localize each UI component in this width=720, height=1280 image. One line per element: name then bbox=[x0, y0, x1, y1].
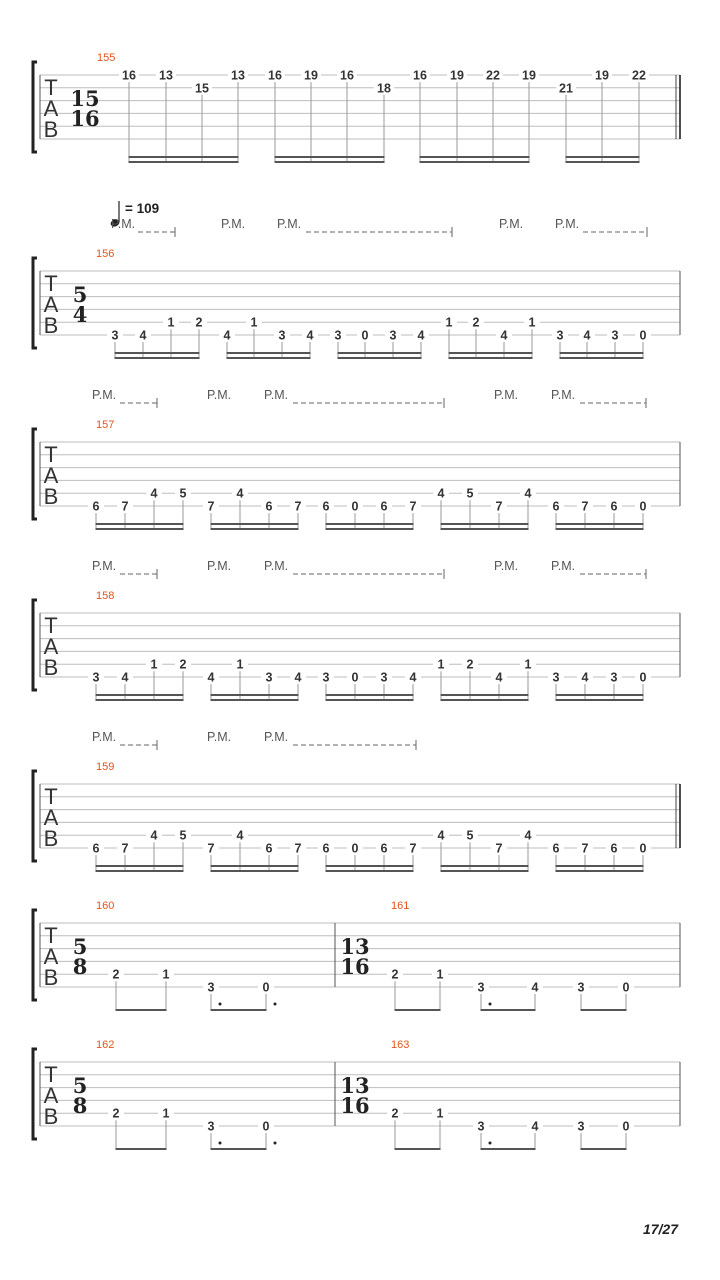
tab-clef-letter: B bbox=[43, 826, 59, 851]
fret-number: 1 bbox=[162, 1106, 170, 1121]
rhythm-dot bbox=[489, 1142, 492, 1145]
fret-number: 3 bbox=[610, 670, 618, 685]
tab-clef-letter: B bbox=[43, 313, 59, 338]
palm-mute-marking bbox=[494, 559, 518, 573]
fret-number: 1 bbox=[437, 657, 445, 672]
fret-number: 7 bbox=[581, 841, 589, 856]
fret-number: 3 bbox=[265, 670, 273, 685]
fret-number: 4 bbox=[236, 486, 244, 501]
tab-system bbox=[33, 201, 680, 358]
time-signature-bottom: 16 bbox=[340, 1093, 370, 1118]
palm-mute-label: P.M. bbox=[92, 730, 117, 744]
fret-number: 4 bbox=[294, 670, 302, 685]
fret-number: 7 bbox=[409, 499, 417, 514]
measure bbox=[88, 590, 680, 700]
fret-number: 6 bbox=[265, 499, 273, 514]
rhythm-dot bbox=[489, 1003, 492, 1006]
palm-mute-marking bbox=[264, 559, 444, 579]
time-signature-top: 13 bbox=[340, 934, 370, 959]
fret-number: 1 bbox=[250, 315, 258, 330]
palm-mute-marking bbox=[92, 559, 157, 579]
fret-number: 3 bbox=[577, 980, 585, 995]
fret-number: 18 bbox=[377, 81, 391, 96]
tab-clef-letter: T bbox=[44, 442, 58, 467]
tab-clef-letter: T bbox=[44, 784, 58, 809]
fret-number: 19 bbox=[595, 68, 609, 83]
fret-number: 15 bbox=[195, 81, 209, 96]
time-signature-bottom: 16 bbox=[340, 954, 370, 979]
fret-number: 1 bbox=[150, 657, 158, 672]
system-bracket bbox=[33, 258, 37, 348]
system-bracket bbox=[33, 429, 37, 519]
palm-mute-marking bbox=[207, 388, 231, 402]
palm-mute-label: P.M. bbox=[92, 388, 117, 402]
fret-number: 4 bbox=[524, 486, 532, 501]
measure bbox=[340, 1039, 680, 1149]
measure-number: 160 bbox=[96, 900, 115, 912]
fret-number: 7 bbox=[207, 499, 215, 514]
fret-number: 0 bbox=[351, 499, 359, 514]
fret-number: 22 bbox=[632, 68, 646, 83]
palm-mute-marking bbox=[207, 730, 231, 744]
palm-mute-label: P.M. bbox=[221, 217, 246, 231]
palm-mute-marking bbox=[551, 559, 646, 579]
fret-number: 7 bbox=[495, 499, 503, 514]
measure bbox=[88, 761, 680, 871]
time-signature-top: 15 bbox=[70, 86, 100, 111]
palm-mute-marking bbox=[92, 730, 157, 750]
fret-number: 4 bbox=[581, 670, 589, 685]
rhythm-dot bbox=[274, 1142, 277, 1145]
fret-number: 0 bbox=[639, 670, 647, 685]
fret-number: 2 bbox=[195, 315, 203, 330]
fret-number: 13 bbox=[231, 68, 245, 83]
time-signature-bottom: 8 bbox=[72, 954, 88, 979]
fret-number: 0 bbox=[351, 841, 359, 856]
palm-mute-label: P.M. bbox=[264, 388, 289, 402]
tab-clef-letter: A bbox=[43, 805, 59, 830]
tab-clef-letter: B bbox=[43, 965, 59, 990]
fret-number: 3 bbox=[207, 1119, 215, 1134]
palm-mute-label: P.M. bbox=[499, 217, 524, 231]
fret-number: 3 bbox=[389, 328, 397, 343]
tab-clef-letter: B bbox=[43, 1104, 59, 1129]
palm-mute-marking bbox=[555, 217, 647, 237]
tab-system bbox=[33, 559, 680, 700]
fret-number: 19 bbox=[450, 68, 464, 83]
palm-mute-marking bbox=[494, 388, 518, 402]
fret-number: 6 bbox=[610, 499, 618, 514]
palm-mute-marking bbox=[551, 388, 646, 408]
tab-clef-letter: A bbox=[43, 634, 59, 659]
fret-number: 0 bbox=[262, 980, 270, 995]
fret-number: 3 bbox=[477, 980, 485, 995]
measure bbox=[70, 52, 680, 162]
tab-clef-letter: T bbox=[44, 75, 58, 100]
tab-clef-letter: T bbox=[44, 923, 58, 948]
palm-mute-label: P.M. bbox=[551, 388, 576, 402]
fret-number: 7 bbox=[294, 841, 302, 856]
palm-mute-label: P.M. bbox=[551, 559, 576, 573]
fret-number: 16 bbox=[340, 68, 354, 83]
tab-system bbox=[33, 52, 680, 162]
palm-mute-label: P.M. bbox=[277, 217, 302, 231]
fret-number: 2 bbox=[179, 657, 187, 672]
fret-number: 1 bbox=[436, 967, 444, 982]
tab-clef-letter: A bbox=[43, 96, 59, 121]
time-signature-top: 5 bbox=[72, 934, 88, 959]
palm-mute-marking bbox=[264, 388, 444, 408]
fret-number: 4 bbox=[500, 328, 508, 343]
fret-number: 21 bbox=[559, 81, 573, 96]
fret-number: 0 bbox=[361, 328, 369, 343]
measure-number: 163 bbox=[391, 1039, 410, 1051]
fret-number: 0 bbox=[639, 328, 647, 343]
palm-mute-label: P.M. bbox=[494, 388, 519, 402]
fret-number: 5 bbox=[466, 486, 474, 501]
tab-clef-letter: A bbox=[43, 1083, 59, 1108]
fret-number: 4 bbox=[207, 670, 215, 685]
fret-number: 2 bbox=[391, 967, 399, 982]
time-signature bbox=[73, 282, 88, 327]
fret-number: 19 bbox=[522, 68, 536, 83]
tab-system bbox=[33, 1039, 680, 1149]
fret-number: 6 bbox=[322, 841, 330, 856]
fret-number: 6 bbox=[265, 841, 273, 856]
fret-number: 0 bbox=[351, 670, 359, 685]
palm-mute-label: P.M. bbox=[555, 217, 580, 231]
fret-number: 1 bbox=[436, 1106, 444, 1121]
tab-clef-letter: B bbox=[43, 117, 59, 142]
time-signature-bottom: 4 bbox=[72, 302, 88, 327]
palm-mute-label: P.M. bbox=[494, 559, 519, 573]
tab-clef-letter: A bbox=[43, 944, 59, 969]
fret-number: 6 bbox=[610, 841, 618, 856]
palm-mute-marking bbox=[221, 217, 245, 231]
tab-clef-letter: A bbox=[43, 463, 59, 488]
fret-number: 4 bbox=[417, 328, 425, 343]
fret-number: 7 bbox=[121, 841, 129, 856]
fret-number: 4 bbox=[583, 328, 591, 343]
fret-number: 7 bbox=[121, 499, 129, 514]
fret-number: 4 bbox=[223, 328, 231, 343]
palm-mute-label: P.M. bbox=[207, 730, 232, 744]
fret-number: 5 bbox=[466, 828, 474, 843]
system-bracket bbox=[33, 600, 37, 690]
system-bracket bbox=[33, 910, 37, 1000]
fret-number: 2 bbox=[472, 315, 480, 330]
fret-number: 2 bbox=[112, 967, 120, 982]
fret-number: 4 bbox=[150, 828, 158, 843]
tab-clef-letter: T bbox=[44, 1062, 58, 1087]
measure-number: 157 bbox=[96, 419, 115, 431]
tempo-value: = 109 bbox=[125, 201, 160, 216]
measure bbox=[88, 419, 680, 529]
fret-number: 6 bbox=[92, 499, 100, 514]
fret-number: 1 bbox=[162, 967, 170, 982]
palm-mute-marking bbox=[111, 217, 175, 237]
fret-number: 3 bbox=[111, 328, 119, 343]
fret-number: 3 bbox=[477, 1119, 485, 1134]
page-number: 17/27 bbox=[642, 1221, 678, 1237]
fret-number: 6 bbox=[552, 499, 560, 514]
fret-number: 1 bbox=[236, 657, 244, 672]
measure bbox=[73, 1039, 335, 1149]
fret-number: 0 bbox=[262, 1119, 270, 1134]
measure bbox=[73, 900, 335, 1010]
fret-number: 5 bbox=[179, 486, 187, 501]
fret-number: 3 bbox=[556, 328, 564, 343]
fret-number: 3 bbox=[322, 670, 330, 685]
palm-mute-label: P.M. bbox=[92, 559, 117, 573]
palm-mute-label: P.M. bbox=[207, 388, 232, 402]
system-bracket bbox=[33, 1049, 37, 1139]
time-signature bbox=[340, 934, 369, 979]
fret-number: 2 bbox=[466, 657, 474, 672]
tab-system bbox=[33, 900, 680, 1010]
rhythm-dot bbox=[219, 1142, 222, 1145]
time-signature-top: 5 bbox=[72, 282, 88, 307]
palm-mute-label: P.M. bbox=[207, 559, 232, 573]
fret-number: 6 bbox=[92, 841, 100, 856]
fret-number: 13 bbox=[159, 68, 173, 83]
fret-number: 0 bbox=[622, 980, 630, 995]
time-signature-top: 5 bbox=[72, 1073, 88, 1098]
measure-number: 162 bbox=[96, 1039, 115, 1051]
tab-clef-letter: A bbox=[43, 292, 59, 317]
time-signature bbox=[340, 1073, 369, 1118]
fret-number: 4 bbox=[139, 328, 147, 343]
tab-clef-letter: T bbox=[44, 271, 58, 296]
fret-number: 4 bbox=[495, 670, 503, 685]
tab-system bbox=[33, 730, 680, 871]
palm-mute-label: P.M. bbox=[111, 217, 136, 231]
fret-number: 4 bbox=[150, 486, 158, 501]
fret-number: 16 bbox=[268, 68, 282, 83]
fret-number: 16 bbox=[413, 68, 427, 83]
fret-number: 4 bbox=[437, 486, 445, 501]
fret-number: 6 bbox=[552, 841, 560, 856]
tab-clef-letter: B bbox=[43, 655, 59, 680]
fret-number: 3 bbox=[278, 328, 286, 343]
time-signature bbox=[73, 934, 88, 979]
time-signature-top: 13 bbox=[340, 1073, 370, 1098]
fret-number: 2 bbox=[112, 1106, 120, 1121]
fret-number: 1 bbox=[167, 315, 175, 330]
fret-number: 4 bbox=[409, 670, 417, 685]
fret-number: 19 bbox=[304, 68, 318, 83]
fret-number: 0 bbox=[639, 499, 647, 514]
measure-number: 161 bbox=[391, 900, 410, 912]
fret-number: 0 bbox=[622, 1119, 630, 1134]
tab-clef-letter: T bbox=[44, 613, 58, 638]
measure-number: 158 bbox=[96, 590, 115, 602]
palm-mute-marking bbox=[264, 730, 416, 750]
fret-number: 3 bbox=[552, 670, 560, 685]
fret-number: 7 bbox=[294, 499, 302, 514]
time-signature bbox=[73, 1073, 88, 1118]
palm-mute-label: P.M. bbox=[264, 559, 289, 573]
fret-number: 3 bbox=[92, 670, 100, 685]
fret-number: 1 bbox=[524, 657, 532, 672]
fret-number: 3 bbox=[611, 328, 619, 343]
fret-number: 7 bbox=[409, 841, 417, 856]
tab-system bbox=[33, 388, 680, 529]
fret-number: 3 bbox=[207, 980, 215, 995]
tab-clef-letter: B bbox=[43, 484, 59, 509]
fret-number: 4 bbox=[437, 828, 445, 843]
fret-number: 6 bbox=[380, 841, 388, 856]
fret-number: 1 bbox=[528, 315, 536, 330]
fret-number: 3 bbox=[577, 1119, 585, 1134]
fret-number: 3 bbox=[334, 328, 342, 343]
measure-number: 156 bbox=[96, 248, 115, 260]
fret-number: 4 bbox=[524, 828, 532, 843]
measure bbox=[340, 900, 680, 1010]
fret-number: 7 bbox=[207, 841, 215, 856]
measure-number: 155 bbox=[97, 52, 116, 64]
fret-number: 4 bbox=[236, 828, 244, 843]
fret-number: 2 bbox=[391, 1106, 399, 1121]
fret-number: 6 bbox=[380, 499, 388, 514]
measure bbox=[73, 248, 680, 358]
fret-number: 4 bbox=[121, 670, 129, 685]
measure-number: 159 bbox=[96, 761, 115, 773]
time-signature-bottom: 8 bbox=[72, 1093, 88, 1118]
palm-mute-marking bbox=[207, 559, 231, 573]
rhythm-dot bbox=[219, 1003, 222, 1006]
fret-number: 7 bbox=[581, 499, 589, 514]
fret-number: 6 bbox=[322, 499, 330, 514]
palm-mute-marking bbox=[499, 217, 523, 231]
fret-number: 3 bbox=[380, 670, 388, 685]
fret-number: 5 bbox=[179, 828, 187, 843]
fret-number: 7 bbox=[495, 841, 503, 856]
system-bracket bbox=[33, 62, 37, 152]
palm-mute-label: P.M. bbox=[264, 730, 289, 744]
fret-number: 4 bbox=[531, 1119, 539, 1134]
fret-number: 4 bbox=[306, 328, 314, 343]
system-bracket bbox=[33, 771, 37, 861]
fret-number: 0 bbox=[639, 841, 647, 856]
fret-number: 16 bbox=[122, 68, 136, 83]
time-signature bbox=[70, 86, 99, 131]
palm-mute-marking bbox=[277, 217, 452, 237]
fret-number: 4 bbox=[531, 980, 539, 995]
palm-mute-marking bbox=[92, 388, 157, 408]
rhythm-dot bbox=[274, 1003, 277, 1006]
time-signature-bottom: 16 bbox=[70, 106, 100, 131]
fret-number: 22 bbox=[486, 68, 500, 83]
fret-number: 1 bbox=[445, 315, 453, 330]
